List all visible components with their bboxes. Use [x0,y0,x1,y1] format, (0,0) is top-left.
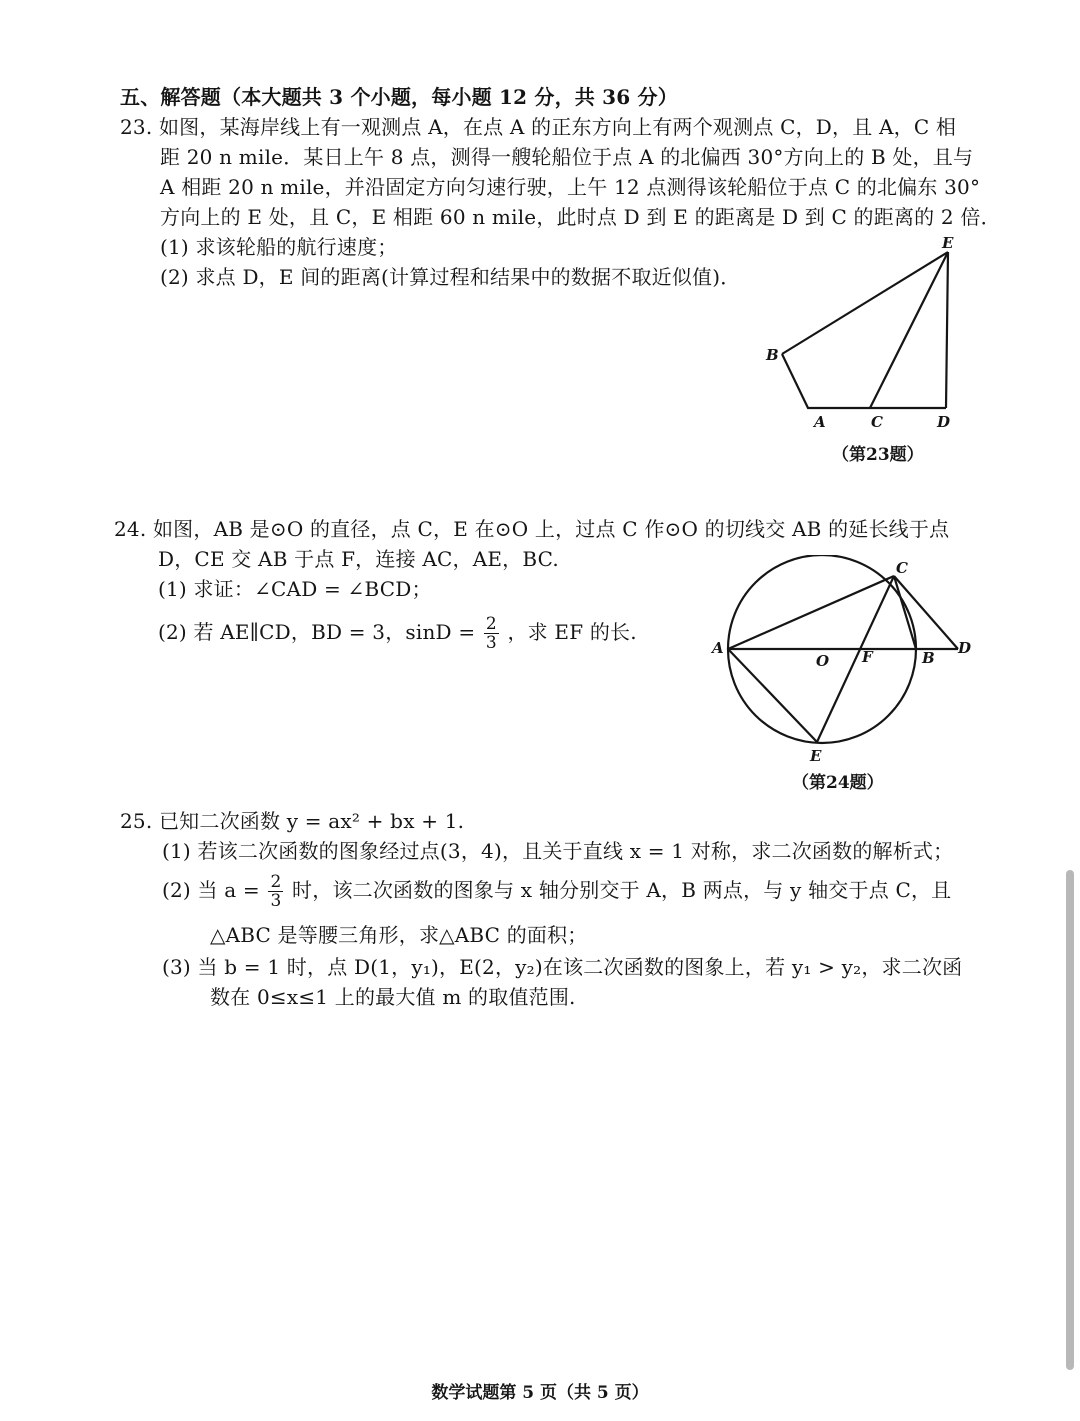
q24-label-C: C [896,559,908,577]
q23-line-1: 23. 如图，某海岸线上有一观测点 A，在点 A 的正东方向上有两个观测点 C，D，且 A，C 相 [120,115,957,139]
q23-sub-1: (1) 求该轮船的航行速度； [160,235,398,259]
q25-sub-2 [162,868,951,912]
q24-figure [700,555,990,770]
q24-label-F: F [862,648,873,666]
q24-label-B: B [922,649,935,667]
q25-sub-2-text: (2) 当 a = [162,878,260,902]
q24-sub-2-text: (2) 若 AE∥CD，BD = 3，sinD = [158,620,476,644]
q24-sub-1: (1) 求证：∠CAD = ∠BCD； [158,577,432,601]
q23-line-3: A 相距 20 n mile，并沿固定方向匀速行驶，上午 12 点测得该轮船位于点 C 的北偏东 30° [160,175,981,199]
q23-label-A: A [814,413,826,431]
q25-sub-2-line-2: △ABC 是等腰三角形，求△ABC 的面积； [210,923,588,947]
q25-line-1: 25. 已知二次函数 y = ax² + bx + 1. [120,809,465,833]
q23-line-4: 方向上的 E 处，且 C，E 相距 60 n mile，此时点 D 到 E 的距离是 D 到 C 的距离的 2 倍． [160,205,1001,229]
q24-label-E: E [810,747,822,765]
q24-fraction-numerator: 2 [485,614,497,634]
q23-label-D: D [937,413,951,431]
q25-fraction [268,873,283,910]
q24-sub-2-tail: ，求 EF 的长. [507,620,637,644]
q25-sub-2-tail: 时，该二次函数的图象与 x 轴分别交于 A，B 两点，与 y 轴交于点 C，且 [292,878,952,902]
q23-label-B: B [766,346,779,364]
q24-fraction [484,615,499,652]
q24-line-2: D，CE 交 AB 于点 F，连接 AC，AE，BC. [158,547,559,571]
q24-label-A: A [712,639,724,657]
q24-label-O: O [816,652,830,670]
q24-line-1: 24. 如图，AB 是⊙O 的直径，点 C，E 在⊙O 上，过点 C 作⊙O 的切线交 AB 的延长线于点 [114,517,950,541]
q23-label-C: C [871,413,883,431]
q24-fraction-denominator: 3 [485,633,497,653]
q23-line-2: 距 20 n mile．某日上午 8 点，测得一艘轮船位于点 A 的北偏西 30°方向上的 B 处，且与 [160,145,974,169]
q24-tangent-CD [894,576,958,649]
q25-fraction-numerator: 2 [270,872,282,892]
q24-segment-AC [728,576,894,649]
q23-figure [760,230,980,440]
q23-path-B-A-C [782,354,870,408]
q24-label-D: D [958,639,972,657]
q24-sub-2 [158,610,637,654]
page-footer: 数学试题第 5 页（共 5 页） [431,1383,649,1403]
q23-caption: （第23题） [832,445,924,465]
q23-label-E: E [942,234,954,252]
q23-segment-DE [946,252,948,408]
q25-sub-3-line-1: (3) 当 b = 1 时，点 D(1，y₁)，E(2，y₂)在该二次函数的图象上，若 y₁ > y₂，求二次函 [162,955,963,979]
scrollbar-thumb[interactable] [1066,870,1074,1370]
section-heading: 五、解答题（本大题共 3 个小题，每小题 12 分，共 36 分） [120,85,678,109]
q25-sub-3-line-2: 数在 0≤x≤1 上的最大值 m 的取值范围. [210,985,576,1009]
scrollbar[interactable] [1066,870,1074,1370]
q25-fraction-denominator: 3 [270,891,282,911]
q25-sub-1: (1) 若该二次函数的图象经过点(3，4)，且关于直线 x = 1 对称，求二次函数的解析式； [162,839,954,863]
q23-sub-2: (2) 求点 D，E 间的距离(计算过程和结果中的数据不取近似值)． [160,265,741,289]
q24-caption: （第24题） [792,773,884,793]
